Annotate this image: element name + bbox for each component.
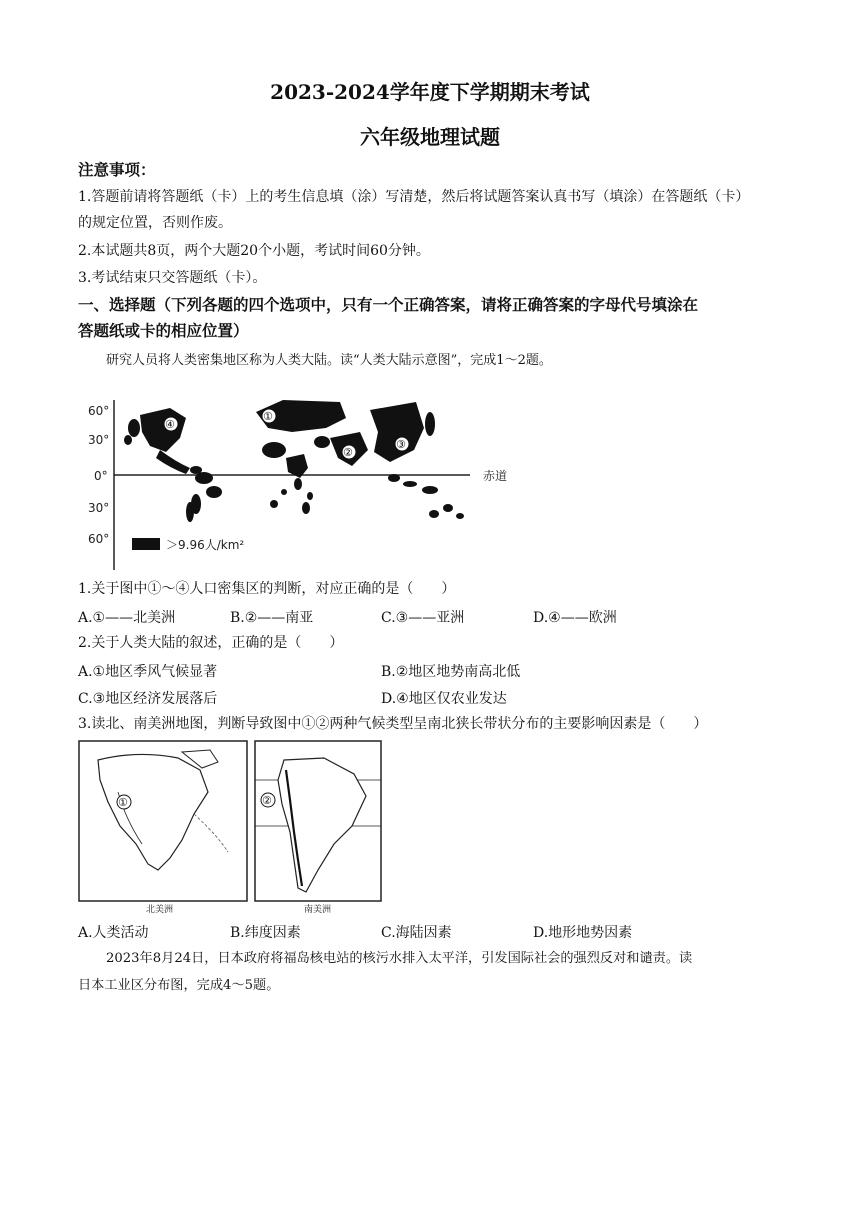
exam-subtitle: 六年级地理试题 xyxy=(360,125,500,149)
marker-4: ④ xyxy=(165,418,175,431)
q1-option-b[interactable]: B.②——南亚 xyxy=(230,610,314,626)
south-america-map xyxy=(254,740,382,916)
note-1-line-1: 1.答题前请将答题纸（卡）上的考生信息填（涂）写清楚，然后将试题答案认真书写（填涂）在答题纸（卡） xyxy=(78,189,750,205)
section-heading-line-2: 答题纸或卡的相应位置） xyxy=(78,321,249,340)
marker-2: ② xyxy=(343,446,353,459)
passage-line-2: 日本工业区分布图，完成4～5题。 xyxy=(78,978,280,993)
q2-option-c[interactable]: C.③地区经济发展落后 xyxy=(78,691,218,707)
q1-option-c[interactable]: C.③——亚洲 xyxy=(381,610,465,626)
region-east-asia xyxy=(370,402,424,462)
tick-0: 0° xyxy=(94,469,108,483)
note-2: 2.本试题共8页，两个大题20个小题，考试时间60分钟。 xyxy=(78,243,430,259)
q3-option-d[interactable]: D.地形地势因素 xyxy=(533,925,633,941)
map-marker-2: ② xyxy=(262,794,272,807)
human-continent-figure xyxy=(78,380,518,575)
legend-label: ＞9.96人/km² xyxy=(166,538,245,552)
q2-stem: 2.关于人类大陆的叙述，正确的是（ ） xyxy=(78,635,344,651)
marker-3: ③ xyxy=(396,438,406,451)
tick-30s: 30° xyxy=(88,501,110,515)
tick-60n: 60° xyxy=(88,404,110,418)
q2-option-a[interactable]: A.①地区季风气候显著 xyxy=(78,664,218,680)
q1-option-d[interactable]: D.④——欧洲 xyxy=(533,610,617,626)
passage-line-1: 2023年8月24日，日本政府将福岛核电站的核污水排入太平洋，引发国际社会的强烈反对和谴责。读 xyxy=(106,951,693,966)
legend-swatch xyxy=(132,538,160,550)
q3-option-c[interactable]: C.海陆因素 xyxy=(381,925,452,941)
section-heading-line-1: 一、选择题（下列各题的四个选项中，只有一个正确答案，请将正确答案的字母代号填涂在 xyxy=(78,295,699,314)
tick-60s: 60° xyxy=(88,532,110,546)
equator-label: 赤道 xyxy=(483,469,508,483)
map-marker-1: ① xyxy=(118,796,128,809)
note-1-line-2: 的规定位置，否则作废。 xyxy=(78,215,232,231)
exam-title: 2023-2024学年度下学期期末考试 xyxy=(270,80,590,104)
section-intro: 研究人员将人类密集地区称为人类大陆。读“人类大陆示意图”，完成1～2题。 xyxy=(106,353,552,368)
q3-stem: 3.读北、南美洲地图，判断导致图中①②两种气候类型呈南北狭长带状分布的主要影响因素是（ ） xyxy=(78,716,708,732)
q3-option-a[interactable]: A.人类活动 xyxy=(78,925,149,941)
note-3: 3.考试结束只交答题纸（卡）。 xyxy=(78,270,267,286)
q1-stem: 1.关于图中①～④人口密集区的判断，对应正确的是（ ） xyxy=(78,581,456,597)
tick-30n: 30° xyxy=(88,433,110,447)
q2-option-d[interactable]: D.④地区仅农业发达 xyxy=(381,691,507,707)
north-america-map xyxy=(78,740,248,916)
marker-1: ① xyxy=(263,410,273,423)
q3-option-b[interactable]: B.纬度因素 xyxy=(230,925,301,941)
south-america-caption: 南美洲 xyxy=(304,905,332,915)
q1-option-a[interactable]: A.①——北美洲 xyxy=(78,610,176,626)
region-north-america xyxy=(140,408,186,452)
notes-heading: 注意事项： xyxy=(78,160,156,179)
north-america-caption: 北美洲 xyxy=(146,905,174,915)
q2-option-b[interactable]: B.②地区地势南高北低 xyxy=(381,664,521,680)
